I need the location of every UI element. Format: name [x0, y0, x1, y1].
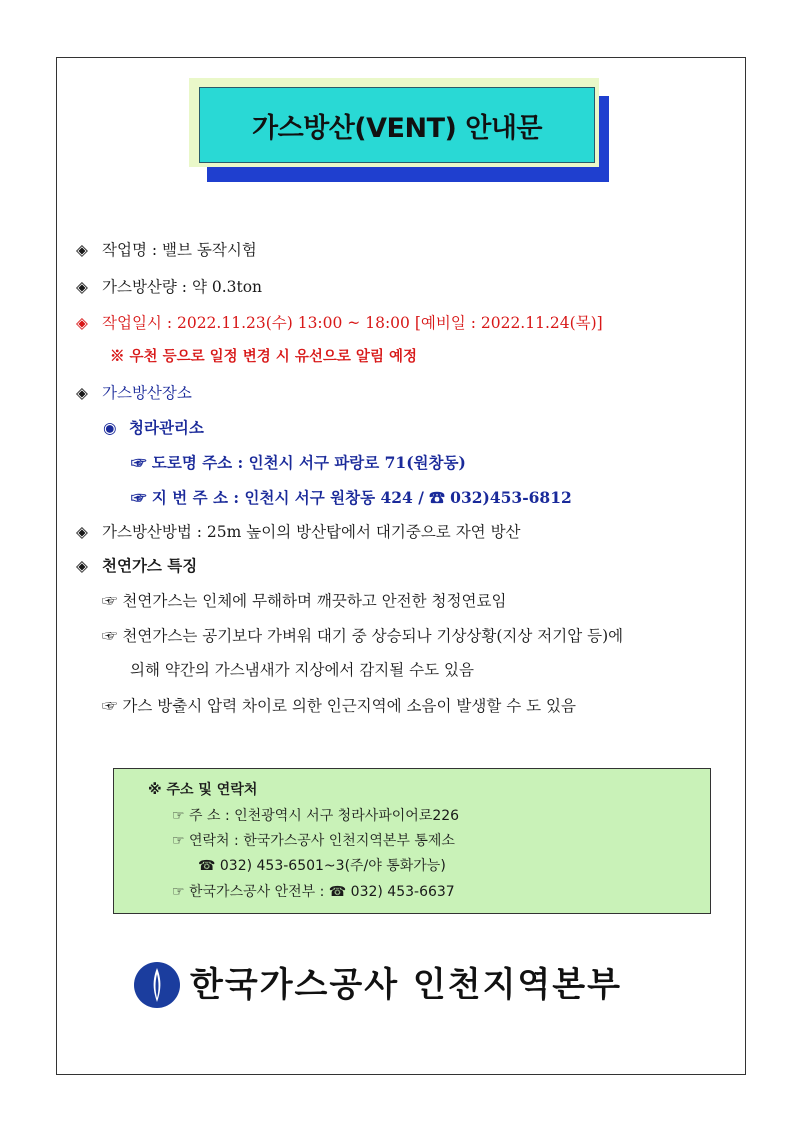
diamond-bullet-icon: ◈: [76, 557, 88, 575]
org-name: 한국가스공사 인천지역본부: [190, 965, 622, 1005]
feature-1: ☞ 천연가스는 인체에 무해하며 깨끗하고 안전한 청정연료임: [102, 592, 507, 610]
vent-amount-text: 가스방산량 : 약 0.3ton: [102, 278, 263, 296]
contact-safety: ☞ 한국가스공사 안전부 : ☎ 032) 453-6637: [172, 884, 455, 900]
feature-2b: 의해 약간의 가스냄새가 지상에서 감지될 수도 있음: [130, 661, 474, 679]
diamond-bullet-icon: ◈: [76, 314, 88, 332]
page-title: 가스방산(VENT) 안내문: [251, 112, 542, 144]
contact-box: [113, 768, 711, 914]
method-text: 가스방산방법 : 25m 높이의 방산탑에서 대기중으로 자연 방산: [102, 523, 521, 541]
schedule-text: 작업일시 : 2022.11.23(수) 13:00 ~ 18:00 [예비일 : 2022.11.24(목)]: [102, 314, 603, 332]
contact-phone: ☎ 032) 453-6501~3(주/야 통화가능): [198, 858, 446, 874]
road-address: ☞ 도로명 주소 : 인천시 서구 파랑로 71(원창동): [131, 453, 466, 472]
site-line: [103, 418, 204, 438]
method-line: [76, 522, 521, 542]
contact-line: ☞ 연락처 : 한국가스공사 인천지역본부 통제소: [172, 833, 455, 849]
contact-heading: ※ 주소 및 연락처: [148, 782, 258, 798]
kogas-logo-icon: [134, 962, 180, 1008]
diamond-bullet-icon: ◈: [76, 523, 88, 541]
diamond-bullet-icon: ◈: [76, 241, 88, 259]
schedule-line: [76, 313, 603, 333]
site-name: 청라관리소: [129, 418, 204, 437]
feature-2a: ☞ 천연가스는 공기보다 가벼워 대기 중 상승되나 기상상황(지상 저기압 등)에: [102, 627, 624, 645]
location-heading-text: 가스방산장소: [102, 384, 192, 402]
lot-address: ☞ 지 번 주 소 : 인천시 서구 원창동 424 / ☎ 032)453-6812: [131, 488, 572, 507]
features-heading-text: 천연가스 특징: [102, 556, 198, 575]
circle-bullet-icon: ◉: [103, 419, 117, 437]
location-heading-line: [76, 383, 192, 403]
work-name-text: 작업명 : 밸브 동작시험: [102, 241, 257, 259]
title-box: [199, 87, 595, 163]
work-name-line: [76, 240, 257, 260]
diamond-bullet-icon: ◈: [76, 278, 88, 296]
features-heading-line: [76, 556, 197, 576]
schedule-note: ※ 우천 등으로 일정 변경 시 유선으로 알림 예정: [110, 348, 418, 365]
vent-amount-line: [76, 277, 262, 297]
contact-address: ☞ 주 소 : 인천광역시 서구 청라사파이어로226: [172, 808, 460, 824]
feature-3: ☞ 가스 방출시 압력 차이로 의한 인근지역에 소음이 발생할 수 도 있음: [102, 697, 576, 715]
diamond-bullet-icon: ◈: [76, 384, 88, 402]
